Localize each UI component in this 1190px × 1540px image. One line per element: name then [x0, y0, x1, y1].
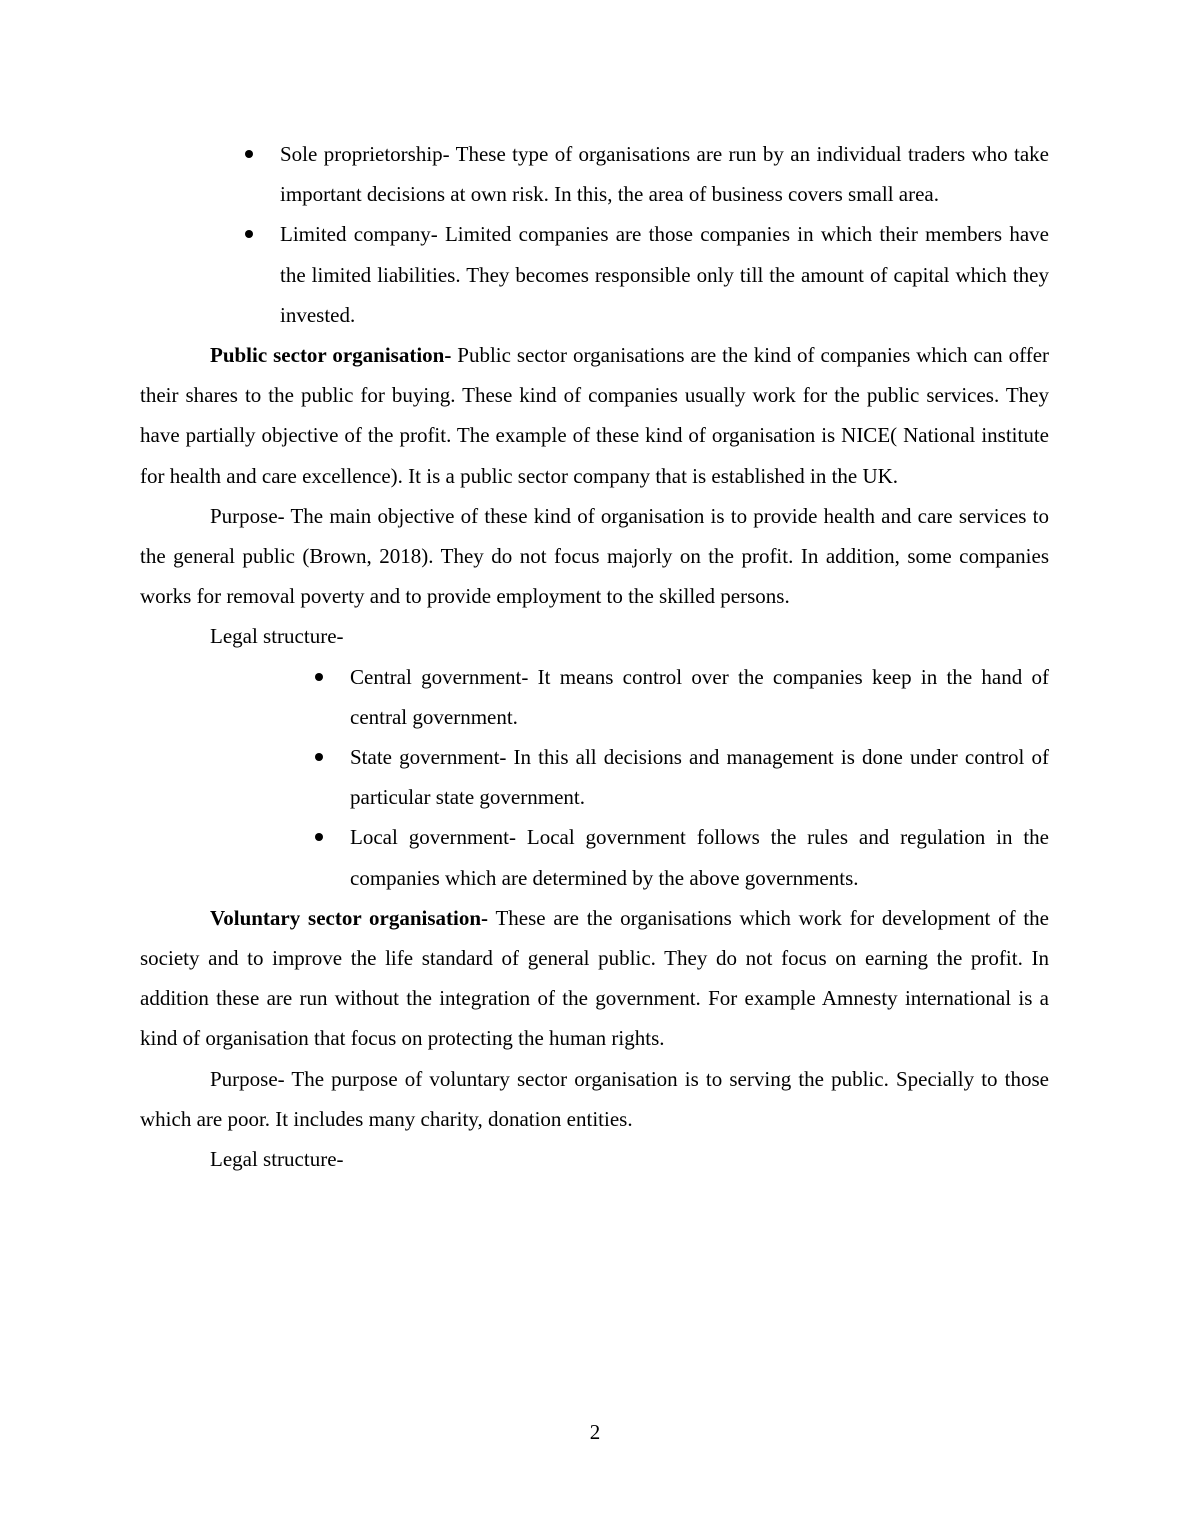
business-types-list: [280, 134, 1049, 335]
list-item-local-government: [350, 817, 1049, 897]
voluntary-sector-purpose: Purpose- The purpose of voluntary sector organisation is to serving the public. Specially to those which are poor. It includes many charity, donation entities.: [140, 1066, 1049, 1131]
public-sector-legal-structure: Legal structure-: [210, 624, 344, 649]
voluntary-sector-heading: Voluntary sector organisation-: [210, 905, 489, 930]
public-sector-paragraph: [140, 335, 1049, 496]
public-sector-purpose: Purpose- The main objective of these kind of organisation is to provide health and care services to the general public (Brown, 2018). They do not focus majorly on the profit. In addition, some companies works for removal poverty and to provide employment to the skilled persons.: [140, 503, 1049, 609]
document-page: [140, 134, 1049, 1179]
list-item-limited-company: [280, 214, 1049, 335]
voluntary-sector-body: These are the organisations which work for development of the society and to improve the life standard of general public. They do not focus on earning the profit. In addition these are run without the integration of the government. For example Amnesty international is a kind of organisation that focus on protecting the human rights.: [140, 905, 1049, 1051]
list-item-text: Sole proprietorship- These type of organisations are run by an individual traders who take important decisions at own risk. In this, the area of business covers small area.: [280, 142, 1049, 207]
list-item-text: Central government- It means control over the companies keep in the hand of central government.: [350, 664, 1049, 729]
page-number: 2: [589, 1420, 601, 1444]
public-sector-body: Public sector organisations are the kind of companies which can offer their shares to the public for buying. These kind of companies usually work for the public services. They have partially objective of the profit. The example of these kind of organisation is NICE( National institute for health and care excellence). It is a public sector company that is established in the UK.: [140, 343, 1050, 488]
voluntary-sector-paragraph: [140, 898, 1049, 1059]
list-item-state-government: [350, 737, 1049, 817]
list-item-sole-proprietorship: [280, 134, 1049, 214]
list-item-text: State government- In this all decisions and management is done under control of particular state government.: [350, 745, 1049, 810]
voluntary-sector-legal-structure: Legal structure-: [210, 1147, 344, 1172]
list-item-text: Limited company- Limited companies are those companies in which their members have the limited liabilities. They becomes responsible only till the amount of capital which they invested.: [280, 222, 1049, 327]
list-item-text: Local government- Local government follows the rules and regulation in the companies which are determined by the above governments.: [350, 825, 1049, 890]
government-types-list: [350, 657, 1049, 898]
public-sector-heading: Public sector organisation-: [210, 343, 452, 368]
list-item-central-government: [350, 657, 1049, 737]
